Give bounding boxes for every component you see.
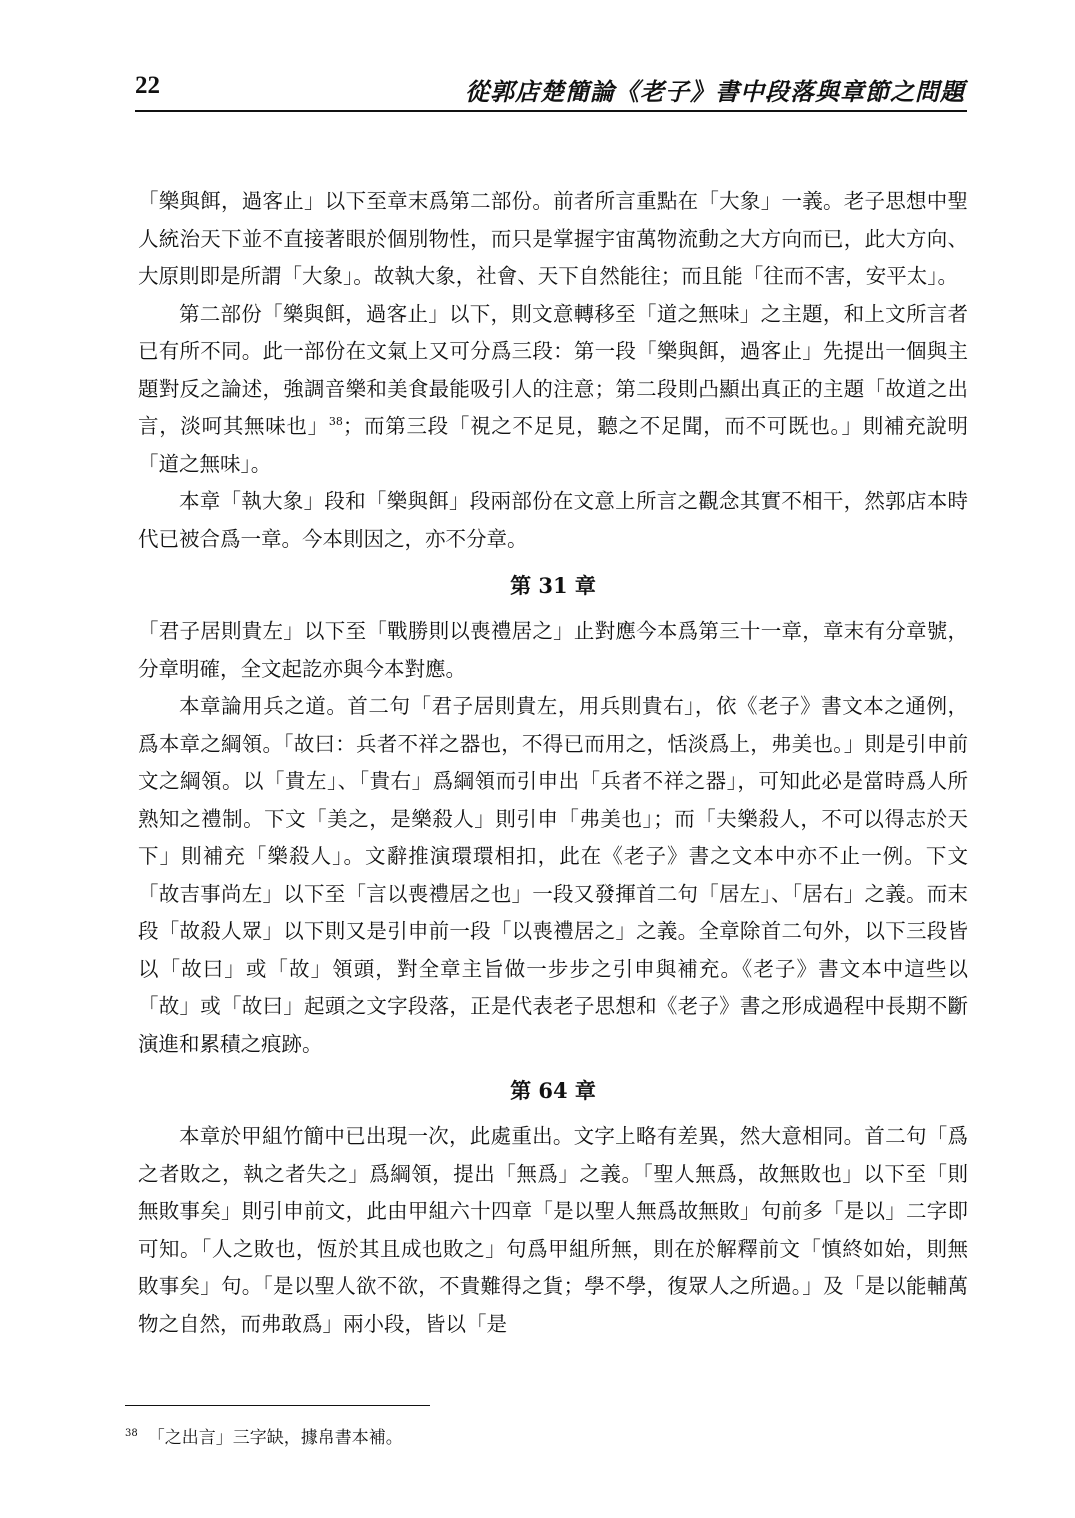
paragraph: 本章論用兵之道。首二句「君子居則貴左，用兵則貴右」，依《老子》書文本之通例，爲本章之綱領。「故曰：兵者不祥之器也，不得已而用之，恬淡爲上，弗美也。」則是引申前文之綱領。以「貴左」、「貴右」爲綱領而引申出「兵者不祥之器」，可知此必是當時爲人所熟知之禮制。下文「美之，是樂殺人」則引申「弗美也」；而「夫樂殺人，不可以得志於天下」則補充「樂殺人」。文辭推演環環相扣，此在《老子》書之文本中亦不止一例。下文「故吉事尚左」以下至「言以喪禮居之也」一段又發揮首二句「居左」、「居右」之義。而末段「故殺人眾」以下則又是引申前一段「以喪禮居之」之義。全章除首二句外，以下三段皆以「故曰」或「故」領頭，對全章主旨做一步步之引申與補充。《老子》書文本中這些以「故」或「故曰」起頭之文字段落，正是代表老子思想和《老子》書之形成過程中長期不斷演進和累積之痕跡。 <box>138 694 968 1056</box>
footnote-marker: 38 <box>328 415 343 429</box>
page-body <box>138 183 968 1343</box>
paragraph: 「君子居則貴左」以下至「戰勝則以喪禮居之」止對應今本爲第三十一章，章末有分章號，分章明確，全文起訖亦與今本對應。 <box>138 619 968 681</box>
page-number: 22 <box>135 72 160 99</box>
chapter-heading: 第 64 章 <box>510 1078 596 1103</box>
footnote-rule <box>125 1405 430 1406</box>
footnote-number: 38 <box>125 1428 138 1440</box>
paragraph-text: ；而第三段「視之不足見，聽之不足聞，而不可既也。」則補充說明「道之無味」。 <box>138 414 969 476</box>
paragraph-text: 第二部份「樂與餌，過客止」以下，則文意轉移至「道之無味」之主題，和上文所言者已有所不同。此一部份在文氣上又可分爲三段：第一段「樂與餌，過客止」先提出一個與主題對反之論述，強調音樂和美食最能吸引人的注意；第二段則凸顯出真正的主題「故道之出言，淡呵其無味也」 <box>138 301 968 438</box>
chapter-heading: 第 31 章 <box>510 573 596 598</box>
footnote <box>125 1425 403 1451</box>
footnote-text: 「之出言」三字缺，據帛書本補。 <box>147 1428 403 1448</box>
paragraph <box>138 296 968 484</box>
paragraph: 本章於甲組竹簡中已出現一次，此處重出。文字上略有差異，然大意相同。首二句「爲之者敗之，執之者失之」爲綱領，提出「無爲」之義。「聖人無爲，故無敗也」以下至「則無敗事矣」則引申前文，此由甲組六十四章「是以聖人無爲故無敗」句前多「是以」二字即可知。「人之敗也，恆於其且成也敗之」句爲甲組所無，則在於解釋前文「慎終如始，則無敗事矣」句。「是以聖人欲不欲，不貴難得之貨；學不學，復眾人之所過。」及「是以能輔萬物之自然，而弗敢爲」兩小段，皆以「是 <box>138 1124 968 1336</box>
running-title: 從郭店楚簡論《老子》書中段落與章節之問題 <box>465 77 965 106</box>
header-rule <box>135 110 967 112</box>
paragraph: 「樂與餌，過客止」以下至章末爲第二部份。前者所言重點在「大象」一義。老子思想中聖人統治天下並不直接著眼於個別物性，而只是掌握宇宙萬物流動之大方向而已，此大方向、大原則即是所謂「大象」。故執大象，社會、天下自然能往；而且能「往而不害，安平太」。 <box>138 189 968 288</box>
paragraph: 本章「執大象」段和「樂與餌」段兩部份在文意上所言之觀念其實不相干，然郭店本時代已被合爲一章。今本則因之，亦不分章。 <box>138 489 968 551</box>
